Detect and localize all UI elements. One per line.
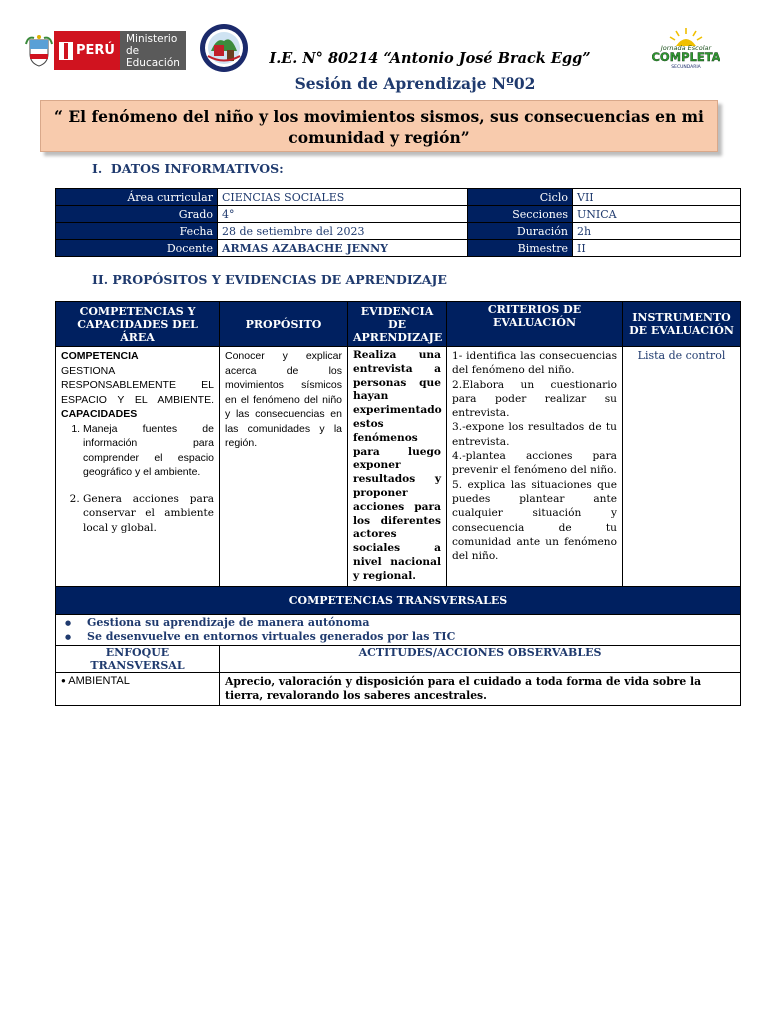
table-row <box>56 614 741 645</box>
criterio-item: 5. explica las situaciones que puedes plantear ante cualquier situación y consecuencia de tu comunidad ante un fenómeno del niño. <box>452 478 617 563</box>
table-header-row <box>56 302 741 347</box>
criterio-item: 1- identifica las consecuencias del fenómeno del niño. <box>452 350 617 377</box>
peru-flag-icon <box>59 42 73 60</box>
duracion-label: Duración <box>468 223 573 240</box>
session-title: Sesión de Aprendizaje Nº02 <box>294 74 536 93</box>
logo-main-text: COMPLETA <box>652 50 720 64</box>
instrumento-text: Lista de control <box>637 349 726 362</box>
minedu-logo <box>24 31 185 70</box>
competencia-text: GESTIONA RESPONSABLEMENTE EL ESPACIO Y EL AMBIENTE. <box>61 364 214 406</box>
competencias-transversales-heading: COMPETENCIAS TRANSVERSALES <box>56 586 741 614</box>
docente-label: Docente <box>56 240 218 257</box>
transversales-list <box>56 614 741 645</box>
table-row <box>56 672 741 705</box>
ministry-name-line1: Ministerio <box>125 32 178 45</box>
table-row <box>56 206 741 223</box>
table-row <box>56 586 741 614</box>
capacidades-label: CAPACIDADES <box>61 408 138 420</box>
jornada-completa-logo <box>652 26 720 70</box>
header-competencias: COMPETENCIAS Y CAPACIDADES DEL ÁREA <box>56 302 220 347</box>
area-label: Área curricular <box>56 189 218 206</box>
section-2-heading <box>92 272 447 287</box>
logo-bottom-text: SECUNDARIA <box>671 65 701 70</box>
proposito-cell <box>220 347 348 587</box>
section-1-heading <box>92 161 284 176</box>
bimestre-value: II <box>573 240 741 257</box>
area-value: CIENCIAS SOCIALES <box>218 189 468 206</box>
proposito-text: Conocer y explicar acerca de los movimientos sísmicos en el fenómeno del niño y las consecuencias en las comunidades y la región. <box>225 350 342 449</box>
table-row <box>56 189 741 206</box>
grado-value: 4° <box>218 206 468 223</box>
evidencia-cell <box>348 347 447 587</box>
table-row <box>56 645 741 672</box>
school-name: I.E. N° 80214 “Antonio José Brack Egg” <box>269 50 591 67</box>
list-item: ● Se desenvuelve en entornos virtuales generados por las TIC <box>61 630 735 644</box>
datos-informativos-table <box>55 188 741 257</box>
list-item: ● Gestiona su aprendizaje de manera autónoma <box>61 616 735 630</box>
fecha-value: 28 de setiembre del 2023 <box>218 223 468 240</box>
lesson-title-box <box>40 100 718 152</box>
evidencia-text: Realiza una entrevista a personas que hayan experimentado estos fenómenos para luego exponer resultados y proponer acciones para los diferentes actores sociales a nivel nacional y regional. <box>353 349 442 582</box>
logo-top-text: Jornada Escolar <box>660 44 712 52</box>
table-row <box>56 240 741 257</box>
header-instrumento: INSTRUMENTO DE EVALUACIÓN <box>623 302 741 347</box>
header-criterios: CRITERIOS DE EVALUACIÓN <box>447 302 623 347</box>
enfoque-name: AMBIENTAL <box>68 674 130 687</box>
ministry-name <box>120 31 186 70</box>
bimestre-label: Bimestre <box>468 240 573 257</box>
header-proposito: PROPÓSITO <box>220 302 348 347</box>
competencias-cell <box>56 347 220 587</box>
ciclo-label: Ciclo <box>468 189 573 206</box>
enfoque-header: ENFOQUE TRANSVERSAL <box>56 645 220 672</box>
country-label: PERÚ <box>76 43 115 58</box>
secciones-label: Secciones <box>468 206 573 223</box>
criterio-item: 3.-expone los resultados de tu entrevista. <box>452 421 617 448</box>
table-row <box>56 347 741 587</box>
section-1-number: I. <box>92 161 103 176</box>
criterio-item: 4.-plantea acciones para prevenir el fenómeno del niño. <box>452 450 617 477</box>
competencia-label: COMPETENCIA <box>61 350 139 362</box>
docente-value: ARMAS AZABACHE JENNY <box>218 240 468 257</box>
criterios-cell <box>447 347 623 587</box>
bullet-icon: ● <box>61 675 66 685</box>
peru-badge <box>54 31 120 70</box>
duracion-value: 2h <box>573 223 741 240</box>
section-1-title: DATOS INFORMATIVOS: <box>110 161 284 176</box>
lesson-title: “ El fenómeno del niño y los movimientos sismos, sus consecuencias en mi comunidad y región” <box>54 107 704 147</box>
section-2-number: II. <box>92 272 109 287</box>
fecha-label: Fecha <box>56 223 218 240</box>
actitudes-header: ACTITUDES/ACCIONES OBSERVABLES <box>220 645 741 672</box>
header-evidencia: EVIDENCIA DE APRENDIZAJE <box>348 302 447 347</box>
ciclo-value: VII <box>573 189 741 206</box>
propositos-table <box>55 301 741 706</box>
instrumento-cell <box>623 347 741 587</box>
list-item: 2. Genera acciones para conservar el ambiente local y global. <box>83 492 214 536</box>
secciones-value: UNICA <box>573 206 741 223</box>
school-seal-icon <box>197 23 251 73</box>
grado-label: Grado <box>56 206 218 223</box>
criterio-item: 2.Elabora un cuestionario para poder realizar su entrevista. <box>452 378 617 420</box>
list-item: 1. Maneja fuentes de información para comprender el espacio geográfico y el ambiente. <box>83 422 214 480</box>
section-2-title: PROPÓSITOS Y EVIDENCIAS DE APRENDIZAJE <box>112 272 447 287</box>
actitudes-text: Aprecio, valoración y disposición para el cuidado a toda forma de vida sobre la tierra, revalorando los saberes ancestrales. <box>225 674 702 702</box>
ministry-name-line2: de Educación <box>125 44 180 69</box>
capacidades-list <box>61 422 214 536</box>
actitudes-cell <box>220 672 741 705</box>
peru-coat-of-arms-icon <box>24 31 54 70</box>
table-row <box>56 223 741 240</box>
enfoque-cell <box>56 672 220 705</box>
